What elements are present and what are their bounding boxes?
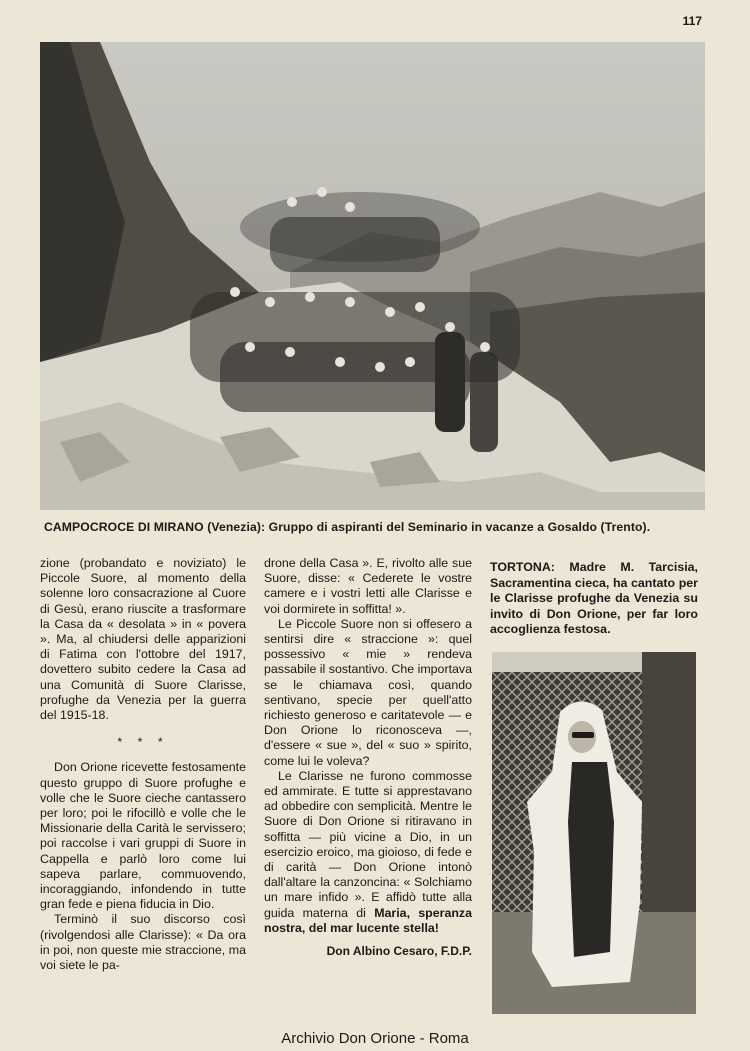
paragraph-text: Le Clarisse ne furono commosse ed ammirate. E tutte si apprestavano ad obbedire con semplicità. Mentre le Suore di Don Orione si ritiravano in soffitta — più vicine a Dio, in un esercizio eroico, ma gioioso, di fede e di carità — Don Orione intonò dall'altare la canzoncina: « Solchiamo un mare infido ». E affidò tutte alla guida materna di	[264, 768, 472, 920]
caption-text: Madre M. Tarcisia, Sacramentina cieca, ha cantato per le Clarisse profughe da Venezia su invito di Don Orione, per far loro accoglienza festosa.	[490, 560, 698, 636]
paragraph: Don Orione ricevette festosamente questo gruppo di Suore profughe e volle che le Suore cieche cantassero per loro; poi le rifocillò e volle che le Missionarie della Carità le servissero; poi raccolse i vari gruppi di Suore in Cappella e parlò loro come lui sapeva parlare, commuovendo, incoraggiando, infondendo in tutte gran fede e piena fiducia in Dio.	[40, 760, 246, 912]
text-column-1	[40, 556, 246, 973]
author-signature: Don Albino Cesaro, F.D.P.	[326, 944, 472, 959]
paragraph-bold-text: Maria, speranza nostra, del mar lucente stella!	[264, 905, 472, 935]
paragraph: Terminò il suo discorso così (rivolgendosi alle Clarisse): « Da ora in poi, non queste mie straccione, ma voi siete le pa-	[40, 912, 246, 973]
caption-place: TORTONA:	[490, 560, 555, 574]
paragraph: drone della Casa ». E, rivolto alle sue Suore, disse: « Cederete le vostre camere e i vostri letti alle Clarisse e voi dormirete in soffitta! ».	[264, 556, 472, 616]
photo-caption: CAMPOCROCE DI MIRANO (Venezia): Gruppo di aspiranti del Seminario in vacanze a Gosaldo (Trento).	[44, 520, 651, 534]
nun-photo-caption	[490, 560, 698, 638]
text-column-2	[264, 556, 472, 959]
paragraph: zione (probandato e noviziato) le Piccole Suore, al momento della solenne loro consacrazione al Cuore di Gesù, erano riuscite a trasformare la Casa da « desolata » in « povera ». Ma, al chiudersi delle apparizioni di Fatima con l'ottobre del 1917, dovettero subito cedere la Casa ad una Comunità di Suore Clarisse, profughe da Venezia per la guerra del 1915-18.	[40, 556, 246, 723]
page-number: 117	[682, 14, 702, 28]
text-column-3	[490, 560, 698, 638]
paragraph: Le Piccole Suore non si offesero a sentirsi dire « straccione »: quel possessivo « mie » rendeva passabile il sostantivo. Che importava se le chiamava così, quando sentivano, specie per quell'atto richiesto generoso e caritatevole — e Don Orione lo riconosceva —, d'essere « sue », del « suo » spirito, come lui le voleva?	[264, 616, 472, 768]
group-photo	[40, 42, 705, 510]
nun-photo	[492, 652, 696, 1014]
paragraph	[264, 769, 472, 936]
section-separator: * * *	[117, 735, 169, 750]
archive-footer: Archivio Don Orione - Roma	[281, 1030, 469, 1047]
